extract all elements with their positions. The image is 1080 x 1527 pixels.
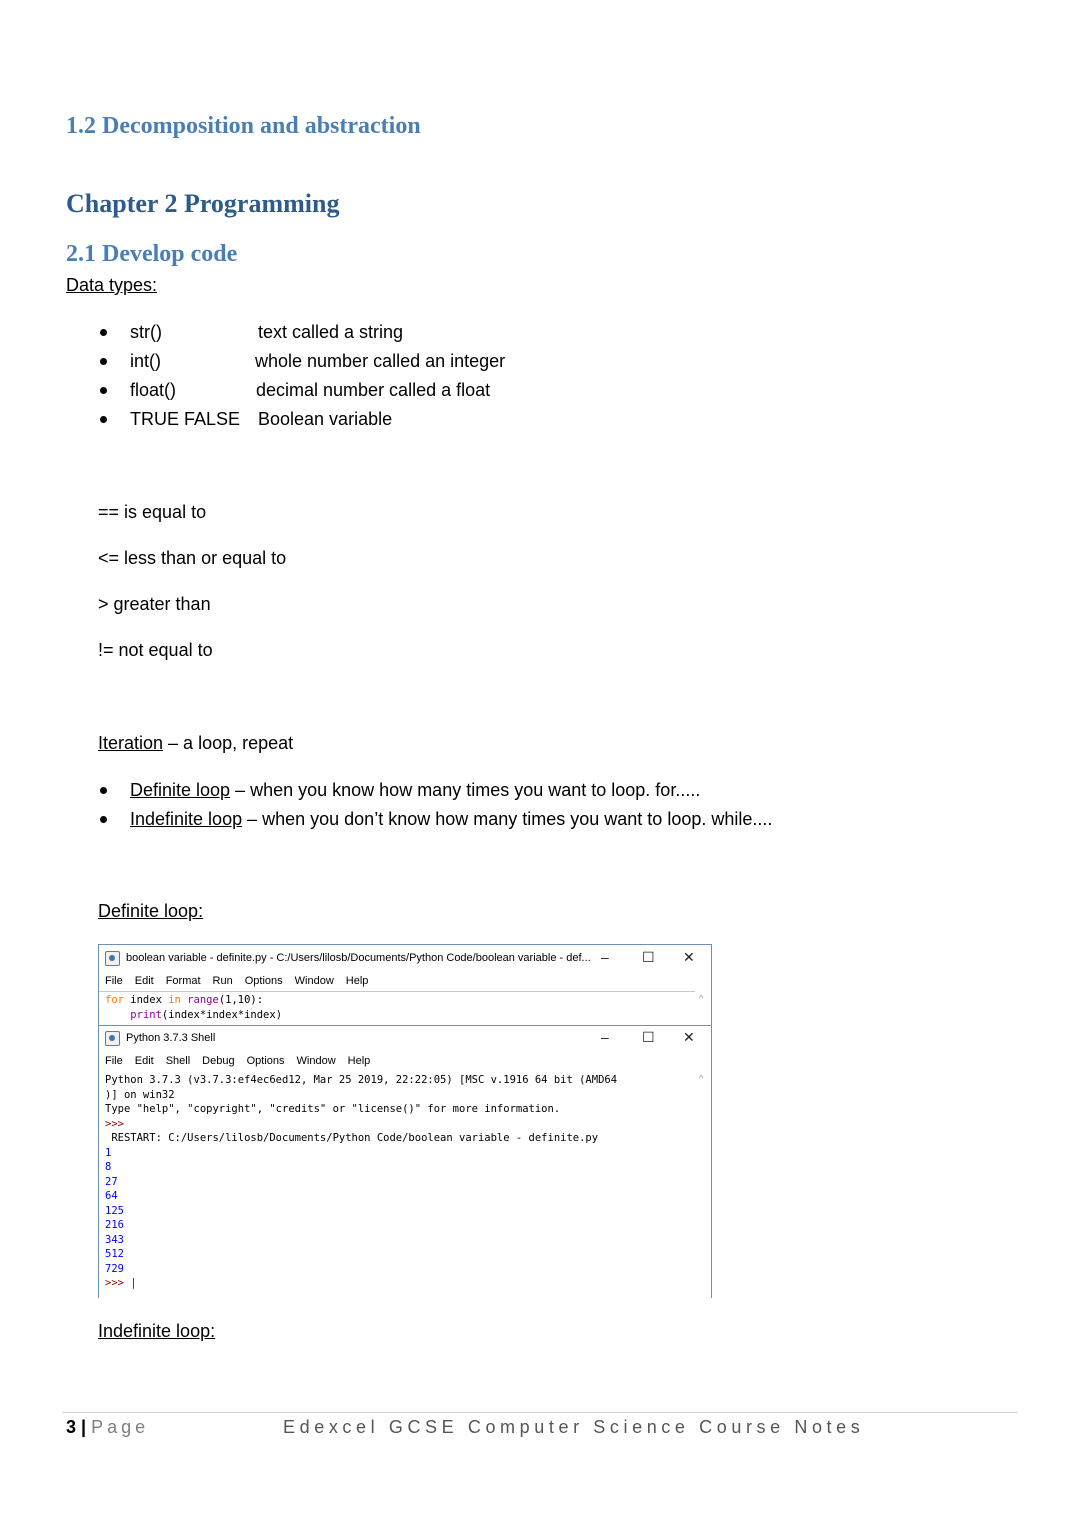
minimize-icon[interactable]: – [601,1029,609,1045]
shell-output-line: 1 [105,1146,112,1159]
menu-edit[interactable]: Edit [134,975,154,987]
editor-code[interactable] [105,993,282,1022]
definite-loop-term: Definite loop [130,780,231,800]
code-indent [105,1009,130,1021]
menu-help[interactable]: Help [347,1055,371,1067]
bullet-icon [100,816,107,823]
shell-output-line: 216 [105,1219,124,1231]
shell-output-line: 27 [105,1175,118,1188]
shell-prompt: >>> | [105,1277,137,1289]
code-text: (index*index*index) [161,1008,283,1021]
idle-screenshot [98,944,712,1298]
indefinite-loop-item [130,809,772,830]
menu-help[interactable]: Help [345,975,369,987]
menu-window[interactable]: Window [296,1055,336,1067]
code-builtin: range [180,994,219,1006]
menu-window[interactable]: Window [294,975,334,987]
operator-less-equal: <= less than or equal to [98,548,287,568]
shell-banner: Python 3.7.3 (v3.7.3:ef4ec6ed12, Mar 25 2019, 22:22:05) [MSC v.1916 64 bit (AMD64 [105,1074,618,1086]
bullet-icon [100,416,107,423]
section-heading-2-1: 2.1 Develop code [66,241,238,267]
editor-title: boolean variable - definite.py - C:/Users/lilosb/Documents/Python Code/boolean variable - def... [126,952,591,964]
menu-options[interactable]: Options [244,975,283,987]
shell-output-line: 64 [105,1190,118,1202]
data-types-label: Data types: [66,275,158,295]
shell-title: Python 3.7.3 Shell [126,1032,216,1044]
minimize-icon[interactable]: – [601,949,609,965]
operator-greater: > greater than [98,594,211,614]
shell-banner: Type "help", "copyright", "credits" or "license()" for more information. [105,1103,561,1115]
menu-options[interactable]: Options [246,1055,285,1067]
data-type-desc: text called a string [258,322,404,342]
definite-loop-text: – when you know how many times you want to loop. for..... [230,780,701,800]
bullet-icon [100,329,107,336]
definite-loop-item [130,780,700,801]
code-text: index [123,994,169,1006]
shell-output-line: 8 [105,1161,112,1173]
menu-file[interactable]: File [105,975,123,987]
menu-file[interactable]: File [105,1055,123,1067]
shell-menubar [105,1055,370,1067]
close-icon[interactable]: ✕ [683,949,695,965]
shell-output-line: 512 [105,1248,124,1260]
shell-output[interactable] [105,1073,617,1291]
operator-not-equal: != not equal to [98,640,213,660]
chapter-heading: Chapter 2 Programming [66,189,340,218]
data-type-name: float() [130,380,177,400]
menu-debug[interactable]: Debug [202,1055,235,1067]
page-label: Page [91,1417,150,1437]
menu-edit[interactable]: Edit [134,1055,154,1067]
definite-loop-label: Definite loop: [98,901,204,921]
bullet-icon [100,358,107,365]
menu-shell[interactable]: Shell [165,1055,191,1067]
code-text: (1,10): [218,994,264,1006]
indefinite-loop-term: Indefinite loop [130,809,243,829]
data-type-desc: Boolean variable [258,409,393,429]
shell-output-line: 729 [105,1262,124,1275]
code-keyword: in [168,994,181,1006]
python-file-icon [105,951,120,966]
menu-format[interactable]: Format [165,975,201,987]
indefinite-loop-label: Indefinite loop: [98,1321,216,1341]
maximize-icon[interactable]: ☐ [642,1029,655,1045]
shell-titlebar [105,1027,215,1049]
data-type-name: str() [130,322,162,342]
iteration-term: Iteration [98,733,164,753]
menu-run[interactable]: Run [212,975,233,987]
footer-course-title: Edexcel GCSE Computer Science Course Notes [283,1417,865,1437]
operator-equal: == is equal to [98,502,207,522]
bullet-icon [100,387,107,394]
code-builtin: print [130,1008,162,1021]
data-type-desc: whole number called an integer [255,351,506,371]
footer-divider [62,1412,1018,1413]
data-type-name: int() [130,351,161,371]
maximize-icon[interactable]: ☐ [642,949,655,965]
indefinite-loop-text: – when you don’t know how many times you want to loop. while.... [242,809,773,829]
page-footer-number: 3 | Page [66,1417,150,1437]
shell-restart: RESTART: C:/Users/lilosb/Documents/Python Code/boolean variable - definite.py [105,1132,599,1144]
editor-menubar [105,975,368,987]
close-icon[interactable]: ✕ [683,1029,695,1045]
shell-prompt: >>> [105,1117,124,1130]
scroll-up-icon[interactable]: ^ [699,1073,704,1083]
scroll-up-icon[interactable]: ^ [699,993,704,1003]
data-type-name: TRUE FALSE [130,409,241,429]
editor-titlebar [105,947,591,969]
iteration-text: – a loop, repeat [163,733,294,753]
python-shell-icon [105,1031,120,1046]
iteration-definition [98,733,293,754]
data-type-desc: decimal number called a float [256,380,491,400]
shell-output-line: 343 [105,1233,124,1246]
code-keyword: for [105,994,124,1006]
section-heading-1-2: 1.2 Decomposition and abstraction [66,113,421,139]
page-number: 3 [66,1417,77,1437]
shell-output-line: 125 [105,1204,124,1217]
bullet-icon [100,787,107,794]
shell-banner: )] on win32 [105,1088,175,1101]
